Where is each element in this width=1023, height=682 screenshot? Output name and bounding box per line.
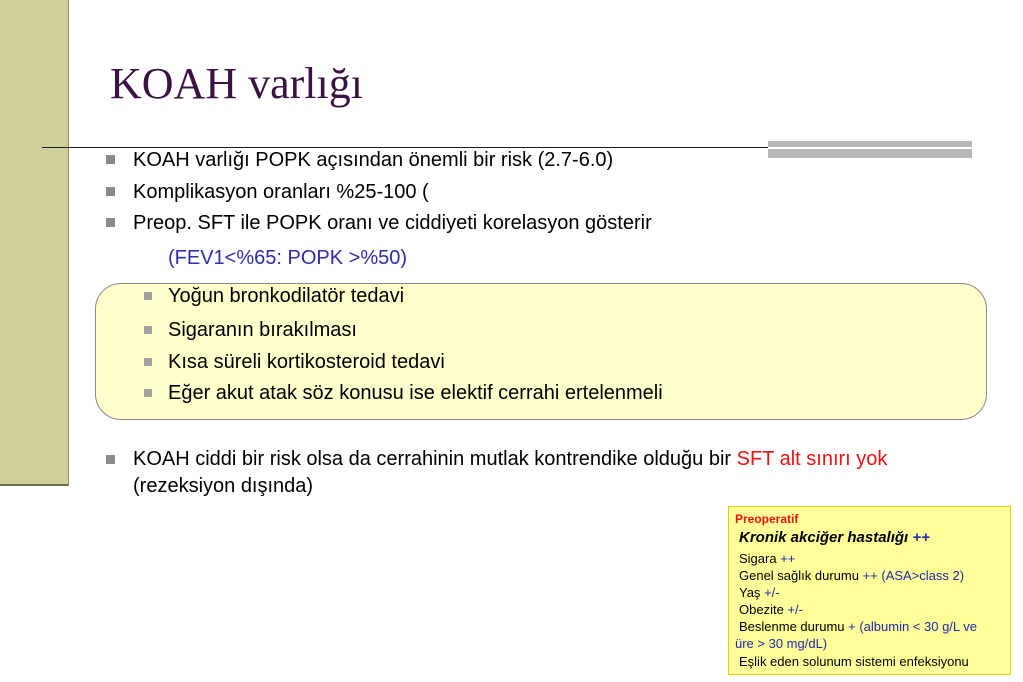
risk-factors-inset [728,506,1011,675]
inset-row [739,567,964,584]
final-bullet [133,446,943,500]
bullet-text: KOAH varlığı POPK açısından önemli bir risk (2.7-6.0) [133,149,614,171]
measure-item [168,284,404,308]
square-bullet-icon [106,455,115,464]
inset-row: Eşlik eden solunum sistemi enfeksiyonu [739,654,969,669]
square-bullet-icon [144,358,152,366]
inset-label: Obezite [739,602,784,617]
inset-row [739,550,795,567]
final-text-a: KOAH ciddi bir risk olsa da cerrahinin mutlak kontrendike olduğu bir [133,448,737,470]
measure-text: Yoğun bronkodilatör tedavi [168,285,405,307]
inset-tag-continued: üre > 30 mg/dL) [735,636,828,651]
inset-header: Preoperatif [735,512,799,526]
inset-tag: ++ (ASA>class 2) [862,568,965,583]
fev-note: (FEV1<%65: POPK >%50) [168,247,408,269]
bullet-item [133,148,613,172]
bullet-item [133,180,429,204]
inset-tag: +/- [787,602,803,617]
final-text-b: (rezeksiyon dışında) [133,475,314,497]
final-highlight: SFT alt sınırı yok [736,448,888,470]
bullet-text: Preop. SFT ile POPK oranı ve ciddiyeti korelasyon gösterir [133,212,652,234]
square-bullet-icon [106,187,115,196]
inset-tag: ++ [780,551,796,566]
measure-item [168,350,445,374]
inset-tag: + (albumin < 30 g/L ve [848,619,978,634]
square-bullet-icon [144,326,152,334]
bullet-text: Komplikasyon oranları %25-100 ( [133,181,429,203]
bullet-item [133,211,652,235]
square-bullet-icon [106,218,115,227]
decorative-gray-bar [768,141,972,158]
inset-disease-row [739,529,930,546]
inset-disease: Kronik akciğer hastalığı [739,529,909,546]
inset-label: Yaş [739,585,761,600]
measure-item [168,381,663,405]
measure-text: Sigaranın bırakılması [168,319,357,341]
inset-tag: +/- [764,585,780,600]
measure-text: Kısa süreli kortikosteroid tedavi [168,351,445,373]
measure-text: Eğer akut atak söz konusu ise elektif cerrahi ertelenmeli [168,382,663,404]
square-bullet-icon [106,155,115,164]
measure-item [168,318,357,342]
inset-disease-tag: ++ [912,529,930,546]
inset-label: Genel sağlık durumu [739,568,859,583]
left-decorative-bar [0,0,69,486]
square-bullet-icon [144,292,152,300]
inset-row [739,584,780,601]
inset-label: Beslenme durumu [739,619,845,634]
slide-title: KOAH varlığı [110,59,363,108]
inset-row [739,618,977,635]
inset-label: Sigara [739,551,777,566]
square-bullet-icon [144,389,152,397]
inset-row [739,601,803,618]
gray-bar-stripe [768,147,972,149]
